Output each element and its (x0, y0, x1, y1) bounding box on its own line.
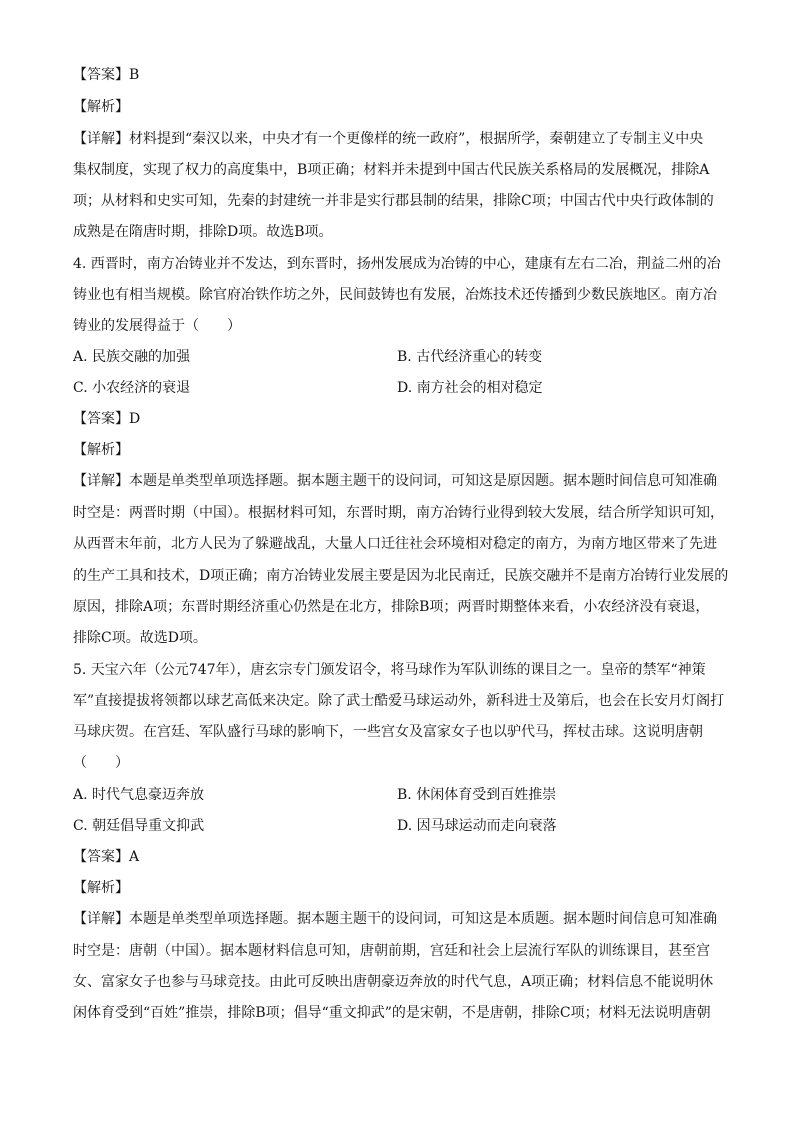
q5-answer: 【答案】A (73, 849, 140, 865)
q5-option-d: D. 因马球运动而走向衰落 (397, 818, 557, 834)
q5-detail-line-1: 【详解】本题是单类型单项选择题。据本题主题干的设问词，可知这是本质题。据本题时间信息可知准确 (73, 911, 717, 927)
q4-detail-line-5: 原因，排除A项；东晋时期经济重心仍然是在北方，排除B项；两晋时期整体来看，小农经济没有衰退， (73, 599, 710, 615)
q4-detail-line-3: 从西晋末年前，北方人民为了躲避战乱，大量人口迁往社会环境相对稳定的南方，为南方地区带来了先进 (73, 536, 717, 552)
q3-detail-line-2: 集权制度，实现了权力的高度集中，B项正确；材料并未提到中国古代民族关系格局的发展概况，排除A (73, 162, 710, 178)
q5-detail-line-2: 时空是：唐朝（中国）。据本题材料信息可知，唐朝前期，宫廷和社会上层流行军队的训练课目，甚至宫 (73, 943, 710, 959)
q4-option-b: B. 古代经济重心的转变 (397, 349, 543, 365)
q4-analysis-heading: 【解析】 (73, 442, 129, 458)
q3-detail-line-1: 【详解】材料提到“秦汉以来，中央才有一个更像样的统一政府”，根据所学，秦朝建立了专制主义中央 (73, 131, 704, 147)
q5-option-a: A. 时代气息豪迈奔放 (73, 787, 205, 803)
q3-analysis-heading: 【解析】 (73, 99, 129, 115)
q5-detail-line-4: 闲体育受到“百姓”推崇，排除B项；倡导“重文抑武”的是宋朝，不是唐朝，排除C项；材料无法说明唐朝 (73, 1005, 711, 1021)
q4-detail-line-2: 时空是：两晋时期（中国）。根据材料可知，东晋时期，南方冶铸行业得到较大发展，结合所学知识可知， (73, 505, 724, 521)
q5-stem-line-1: 5. 天宝六年（公元747年），唐玄宗专门颁发诏令，将马球作为军队训练的课目之一。皇帝的禁军“神策 (73, 662, 706, 678)
q3-answer: 【答案】B (73, 67, 140, 83)
q4-detail-line-4: 的生产工具和技术，D项正确；南方冶铸业发展主要是因为北民南迁，民族交融并不是南方冶铸行业发展的 (73, 568, 729, 584)
q4-option-c: C. 小农经济的衰退 (73, 380, 191, 396)
q5-detail-line-3: 女、富家女子也参与马球竞技。由此可反映出唐朝豪迈奔放的时代气息，A项正确；材料信息不能说明休 (73, 974, 714, 990)
q5-stem-line-2: 军”直接提拔将领都以球艺高低来决定。除了武士酷爱马球运动外，新科进士及第后，也会在长安月灯阁打 (73, 693, 725, 709)
q4-detail-line-6: 排除C项。故选D项。 (73, 630, 207, 646)
q4-stem-line-2: 铸业也有相当规模。除官府冶铁作坊之外，民间鼓铸也有发展，冶炼技术还传播到少数民族地区。南方冶 (73, 287, 717, 303)
q5-stem-line-4: （ ） (73, 755, 129, 771)
q5-option-b: B. 休闲体育受到百姓推崇 (397, 787, 557, 803)
q4-stem-line-3: 铸业的发展得益于（ ） (73, 318, 241, 334)
q4-option-a: A. 民族交融的加强 (73, 349, 191, 365)
q4-detail-line-1: 【详解】本题是单类型单项选择题。据本题主题干的设问词，可知这是原因题。据本题时间信息可知准确 (73, 473, 717, 489)
q5-option-c: C. 朝廷倡导重文抑武 (73, 818, 205, 834)
q5-analysis-heading: 【解析】 (73, 880, 129, 896)
q3-detail-line-3: 项；从材料和史实可知，先秦的封建统一并非是实行郡县制的结果，排除C项；中国古代中央行政体制的 (73, 193, 714, 209)
q4-option-d: D. 南方社会的相对稳定 (397, 380, 543, 396)
q4-stem-line-1: 4. 西晋时，南方冶铸业并不发达，到东晋时，扬州发展成为冶铸的中心，建康有左右二冶，荆益二州的冶 (73, 256, 721, 272)
q5-stem-line-3: 马球庆贺。在宫廷、军队盛行马球的影响下，一些宫女及富家女子也以驴代马，挥杖击球。这说明唐朝 (73, 724, 703, 740)
q3-detail-line-4: 成熟是在隋唐时期，排除D项。故选B项。 (73, 224, 333, 240)
q4-answer: 【答案】D (73, 411, 141, 427)
